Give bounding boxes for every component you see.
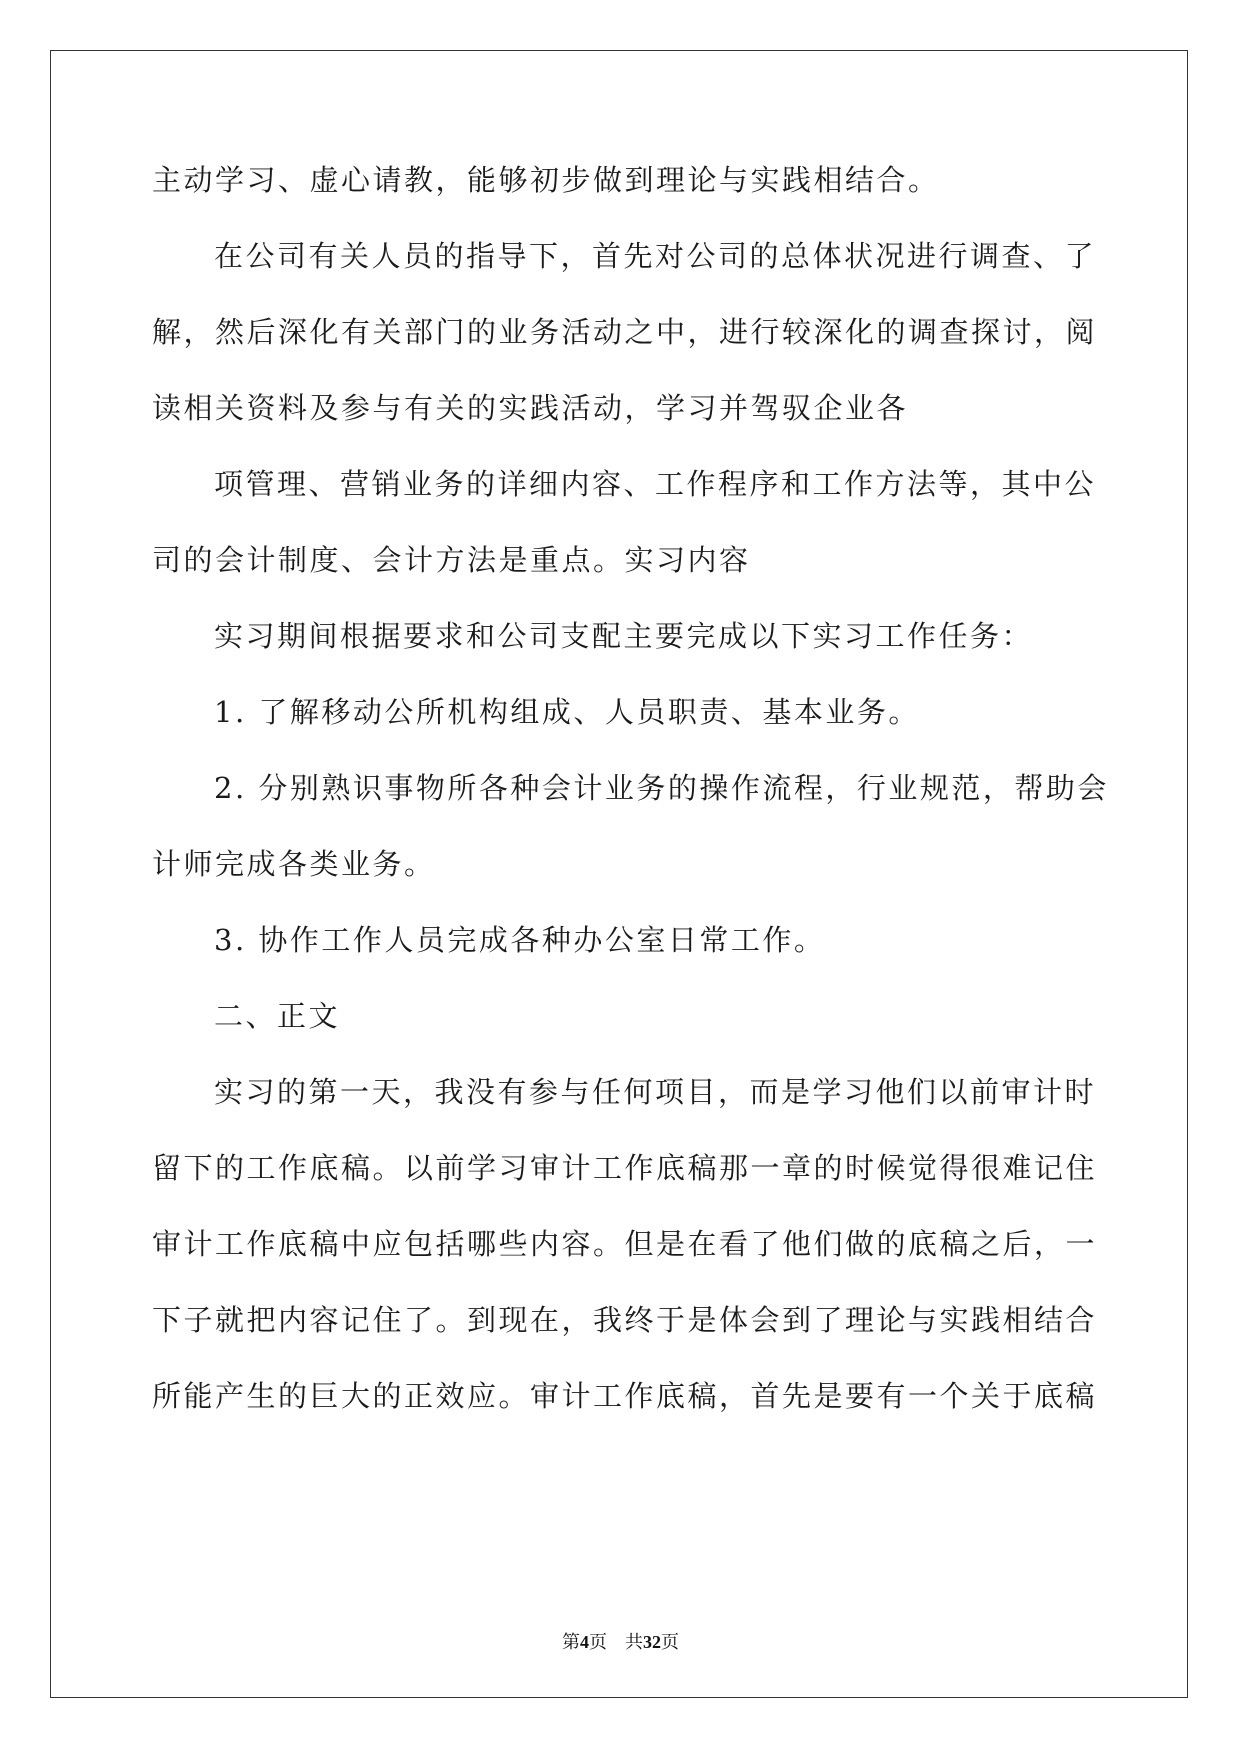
text-line: 司的会计制度、会计方法是重点。实习内容: [152, 543, 751, 577]
text-line: 项管理、营销业务的详细内容、工作程序和工作方法等，其中公: [214, 467, 1097, 501]
section-heading: 二、正文: [214, 999, 341, 1033]
list-item: 3. 协作工作人员完成各种办公室日常工作。: [214, 923, 826, 957]
list-item: 2. 分别熟识事物所各种会计业务的操作流程，行业规范，帮助会: [214, 771, 1109, 805]
total-pages: 32: [643, 1632, 661, 1652]
text-line: 实习期间根据要求和公司支配主要完成以下实习工作任务：: [214, 619, 1034, 653]
text-line: 留下的工作底稿。以前学习审计工作底稿那一章的时候觉得很难记住: [152, 1151, 1098, 1185]
text-line: 审计工作底稿中应包括哪些内容。但是在看了他们做的底稿之后，一: [152, 1227, 1098, 1261]
text-line: 解，然后深化有关部门的业务活动之中，进行较深化的调查探讨，阅: [152, 315, 1098, 349]
page-unit: 页: [589, 1632, 607, 1652]
text-line: 主动学习、虚心请教，能够初步做到理论与实践相结合。: [152, 163, 940, 197]
page-footer: [0, 1630, 1241, 1654]
total-unit: 页: [661, 1632, 679, 1652]
text-line: 所能产生的巨大的正效应。审计工作底稿，首先是要有一个关于底稿: [152, 1379, 1098, 1413]
total-prefix: 共: [625, 1632, 643, 1652]
text-line: 读相关资料及参与有关的实践活动，学习并驾驭企业各: [152, 391, 909, 425]
text-line: 计师完成各类业务。: [152, 847, 436, 881]
text-line: 在公司有关人员的指导下，首先对公司的总体状况进行调查、了: [214, 239, 1097, 273]
text-line: 实习的第一天，我没有参与任何项目，而是学习他们以前审计时: [214, 1075, 1097, 1109]
page-number: 4: [580, 1632, 589, 1652]
page-prefix: 第: [562, 1632, 580, 1652]
text-line: 下子就把内容记住了。到现在，我终于是体会到了理论与实践相结合: [152, 1303, 1098, 1337]
list-item: 1. 了解移动公所机构组成、人员职责、基本业务。: [214, 695, 920, 729]
